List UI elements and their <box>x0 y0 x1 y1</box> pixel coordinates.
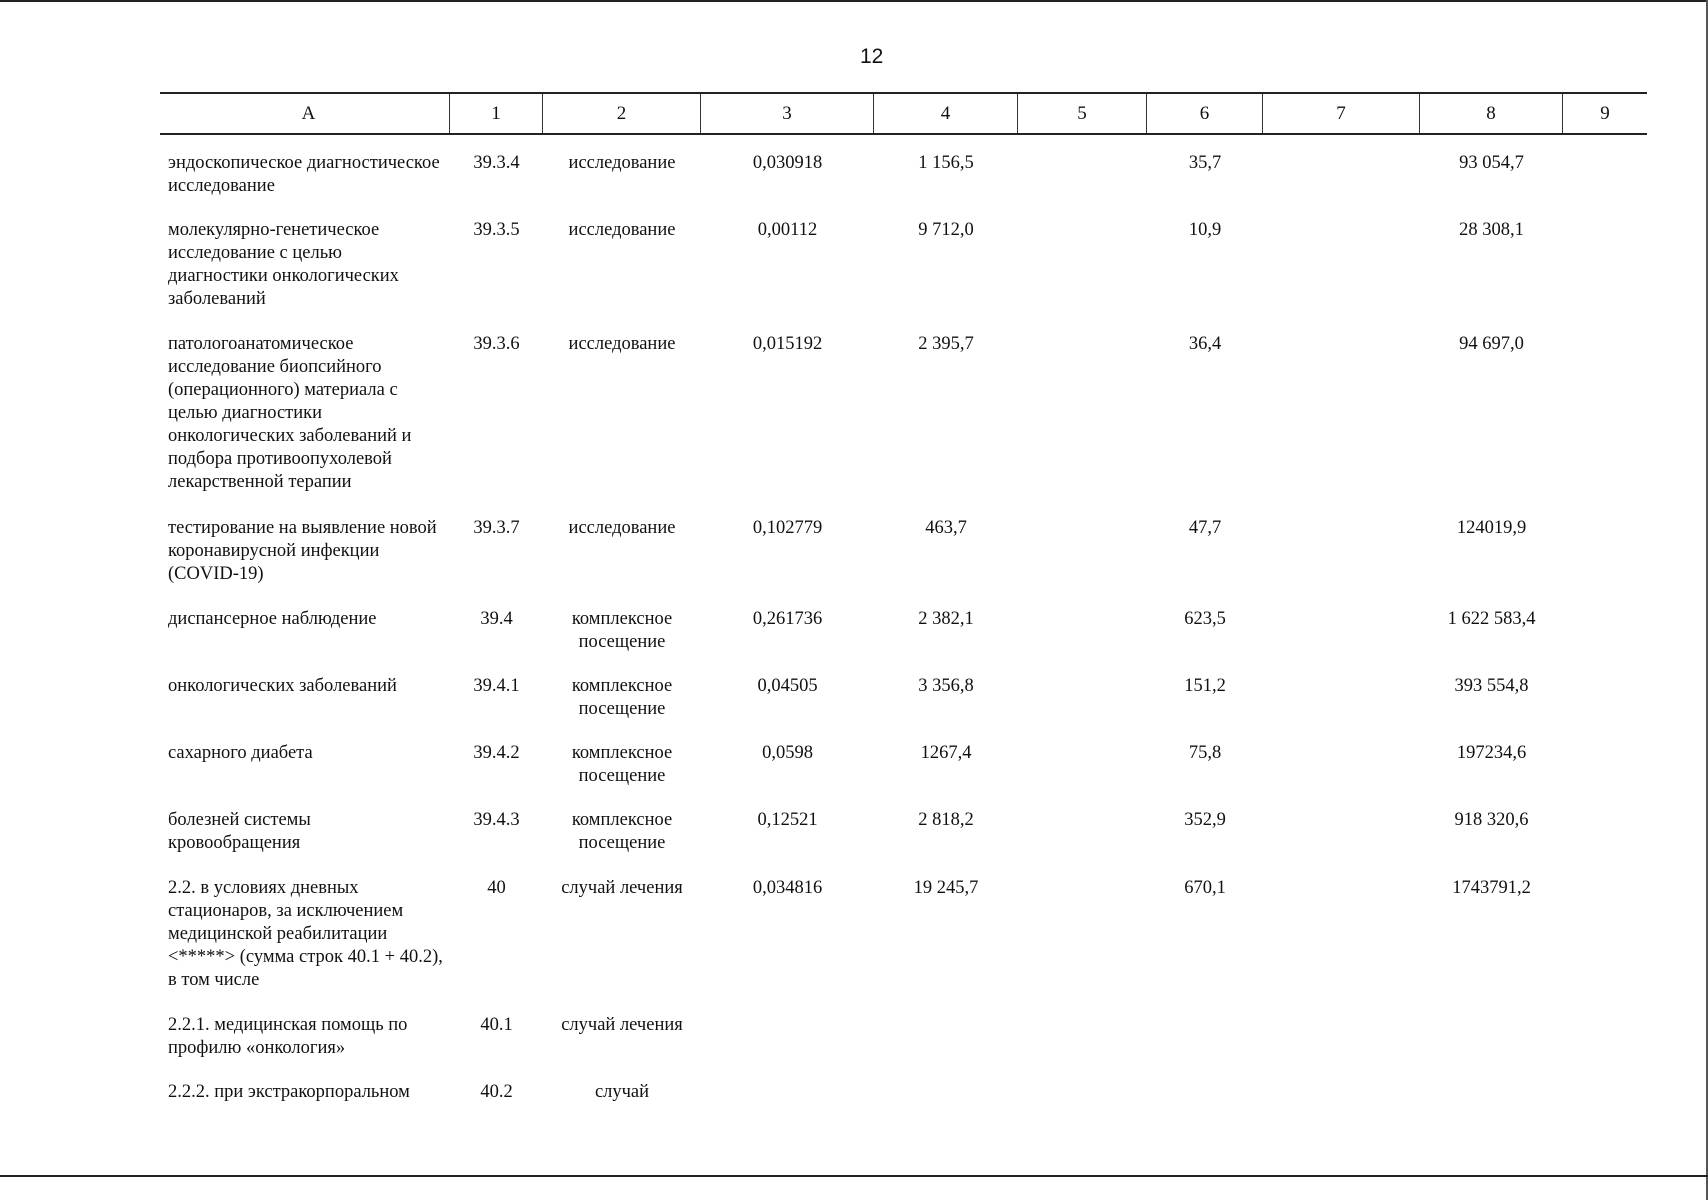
row-col-3: 0,00112 <box>757 220 818 240</box>
table-row <box>160 877 1647 1014</box>
row-code: 39.3.6 <box>473 334 520 354</box>
row-name: 2.2.1. медицинская помощь по профилю «онкология» <box>168 1015 408 1058</box>
row-col-4: 463,7 <box>925 518 967 538</box>
row-col-8: 124019,9 <box>1456 518 1527 538</box>
row-col-3: 0,034816 <box>752 878 823 898</box>
header-cell-1: 1 <box>450 94 543 133</box>
row-col-9 <box>1563 608 1647 675</box>
row-unit: исследование <box>568 153 676 173</box>
row-col-5 <box>1018 152 1147 219</box>
row-col-4: 2 818,2 <box>918 810 974 830</box>
row-col-5 <box>1018 608 1147 675</box>
row-unit: случай лечения <box>561 878 683 898</box>
row-col-4: 2 382,1 <box>918 609 974 629</box>
row-col-6: 75,8 <box>1188 743 1222 763</box>
header-cell-2: 2 <box>543 94 701 133</box>
row-col-4 <box>874 1014 1018 1081</box>
row-col-3: 0,0598 <box>762 743 813 763</box>
row-col-6: 10,9 <box>1188 220 1222 240</box>
table-row <box>160 219 1647 333</box>
table-row <box>160 333 1647 517</box>
table-row <box>160 1014 1647 1081</box>
row-col-7 <box>1263 219 1420 333</box>
row-col-7 <box>1263 809 1420 877</box>
row-col-8 <box>1420 1081 1563 1111</box>
row-col-6: 35,7 <box>1188 153 1222 173</box>
row-col-7 <box>1263 742 1420 809</box>
row-col-8: 197234,6 <box>1456 743 1527 763</box>
row-name: тестирование на выявление новой коронавирусной инфекции (COVID-19) <box>168 518 437 584</box>
row-col-8: 1 622 583,4 <box>1447 609 1536 629</box>
row-unit: комплексное посещение <box>571 743 673 786</box>
row-col-4: 1 156,5 <box>918 153 974 173</box>
row-code: 40 <box>487 878 506 898</box>
row-col-3: 0,102779 <box>752 518 823 538</box>
row-name: 2.2.2. при экстракорпоральном <box>168 1082 410 1102</box>
row-code: 39.4.1 <box>473 676 520 696</box>
row-col-5 <box>1018 1014 1147 1081</box>
row-col-6: 47,7 <box>1188 518 1222 538</box>
row-col-9 <box>1563 333 1647 517</box>
row-col-3: 0,261736 <box>752 609 823 629</box>
row-name: 2.2. в условиях дневных стационаров, за исключением медицинской реабилитации <*****> (сумма строк 40.1 + 40.2), в том числе <box>168 878 443 990</box>
row-unit: случай лечения <box>561 1015 683 1035</box>
row-name: сахарного диабета <box>168 743 313 763</box>
row-col-4 <box>874 1081 1018 1111</box>
table-row <box>160 517 1647 608</box>
row-col-6 <box>1147 1081 1263 1111</box>
table-row <box>160 675 1647 742</box>
row-col-5 <box>1018 809 1147 877</box>
page-top-border <box>0 0 1708 2</box>
row-unit: комплексное посещение <box>571 676 673 719</box>
row-code: 40.1 <box>480 1015 513 1035</box>
row-unit: исследование <box>568 518 676 538</box>
row-col-9 <box>1563 742 1647 809</box>
table-header <box>160 92 1647 135</box>
row-col-9 <box>1563 517 1647 608</box>
row-name: молекулярно-генетическое исследование с целью диагностики онкологических заболеваний <box>168 220 399 309</box>
row-col-9 <box>1563 219 1647 333</box>
row-col-3: 0,04505 <box>757 676 818 696</box>
row-col-5 <box>1018 517 1147 608</box>
row-code: 39.3.5 <box>473 220 520 240</box>
row-col-4: 1267,4 <box>920 743 972 763</box>
row-name: онкологических заболеваний <box>168 676 397 696</box>
row-code: 39.4.3 <box>473 810 520 830</box>
row-col-7 <box>1263 608 1420 675</box>
row-col-4: 2 395,7 <box>918 334 974 354</box>
row-col-5 <box>1018 742 1147 809</box>
row-col-7 <box>1263 517 1420 608</box>
table-row <box>160 152 1647 219</box>
row-col-8: 28 308,1 <box>1459 220 1524 240</box>
row-col-3: 0,030918 <box>752 153 823 173</box>
row-col-3 <box>701 1014 874 1081</box>
row-unit: комплексное посещение <box>571 810 673 853</box>
row-col-8 <box>1420 1014 1563 1081</box>
row-code: 39.4.2 <box>473 743 520 763</box>
row-col-9 <box>1563 1014 1647 1081</box>
page-bottom-rule <box>0 1175 1708 1177</box>
row-col-7 <box>1263 1081 1420 1111</box>
row-col-7 <box>1263 675 1420 742</box>
row-col-6: 36,4 <box>1188 334 1222 354</box>
row-unit: комплексное посещение <box>571 609 673 652</box>
row-name: патологоанатомическое исследование биопсийного (операционного) материала с целью диагностики онкологических заболеваний и подбора противоопухолевой лекарственной терапии <box>168 334 412 492</box>
row-col-5 <box>1018 1081 1147 1111</box>
table-row <box>160 809 1647 877</box>
row-code: 39.3.7 <box>473 518 520 538</box>
row-name: диспансерное наблюдение <box>168 609 377 629</box>
table-row <box>160 608 1647 675</box>
row-col-9 <box>1563 152 1647 219</box>
header-cell-a: А <box>160 94 450 133</box>
row-col-4: 19 245,7 <box>913 878 979 898</box>
row-name: эндоскопическое диагностическое исследование <box>168 153 440 196</box>
row-unit: случай <box>594 1082 650 1102</box>
row-col-7 <box>1263 152 1420 219</box>
row-col-9 <box>1563 675 1647 742</box>
row-col-3: 0,015192 <box>752 334 823 354</box>
header-cell-5: 5 <box>1018 94 1147 133</box>
row-col-8: 93 054,7 <box>1459 153 1524 173</box>
header-cell-6: 6 <box>1147 94 1263 133</box>
table-row <box>160 742 1647 809</box>
header-cell-7: 7 <box>1263 94 1420 133</box>
row-col-6: 352,9 <box>1184 810 1226 830</box>
row-code: 39.4 <box>480 609 513 629</box>
row-col-6 <box>1147 1014 1263 1081</box>
row-col-4: 9 712,0 <box>918 220 974 240</box>
row-col-5 <box>1018 333 1147 517</box>
row-col-6: 151,2 <box>1184 676 1226 696</box>
row-name: болезней системы кровообращения <box>168 810 311 853</box>
row-col-4: 3 356,8 <box>918 676 974 696</box>
row-col-5 <box>1018 219 1147 333</box>
row-col-8: 1743791,2 <box>1452 878 1531 898</box>
row-col-6: 670,1 <box>1184 878 1226 898</box>
row-col-7 <box>1263 1014 1420 1081</box>
row-col-9 <box>1563 877 1647 1014</box>
row-col-7 <box>1263 877 1420 1014</box>
row-col-9 <box>1563 809 1647 877</box>
row-unit: исследование <box>568 220 676 240</box>
header-cell-8: 8 <box>1420 94 1563 133</box>
row-col-3 <box>701 1081 874 1111</box>
row-col-8: 918 320,6 <box>1454 810 1529 830</box>
header-cell-3: 3 <box>701 94 874 133</box>
header-cell-9: 9 <box>1600 102 1610 124</box>
row-col-8: 393 554,8 <box>1454 676 1529 696</box>
row-col-6: 623,5 <box>1184 609 1226 629</box>
table-row <box>160 1081 1647 1111</box>
row-col-3: 0,12521 <box>757 810 818 830</box>
row-col-7 <box>1263 333 1420 517</box>
row-col-9 <box>1563 1081 1647 1111</box>
row-col-5 <box>1018 675 1147 742</box>
row-code: 39.3.4 <box>473 153 520 173</box>
header-cell-4: 4 <box>874 94 1018 133</box>
row-col-8: 94 697,0 <box>1459 334 1524 354</box>
page-number: 12 <box>860 45 884 68</box>
row-unit: исследование <box>568 334 676 354</box>
data-table <box>160 92 1647 1111</box>
row-code: 40.2 <box>480 1082 513 1102</box>
row-col-5 <box>1018 877 1147 1014</box>
